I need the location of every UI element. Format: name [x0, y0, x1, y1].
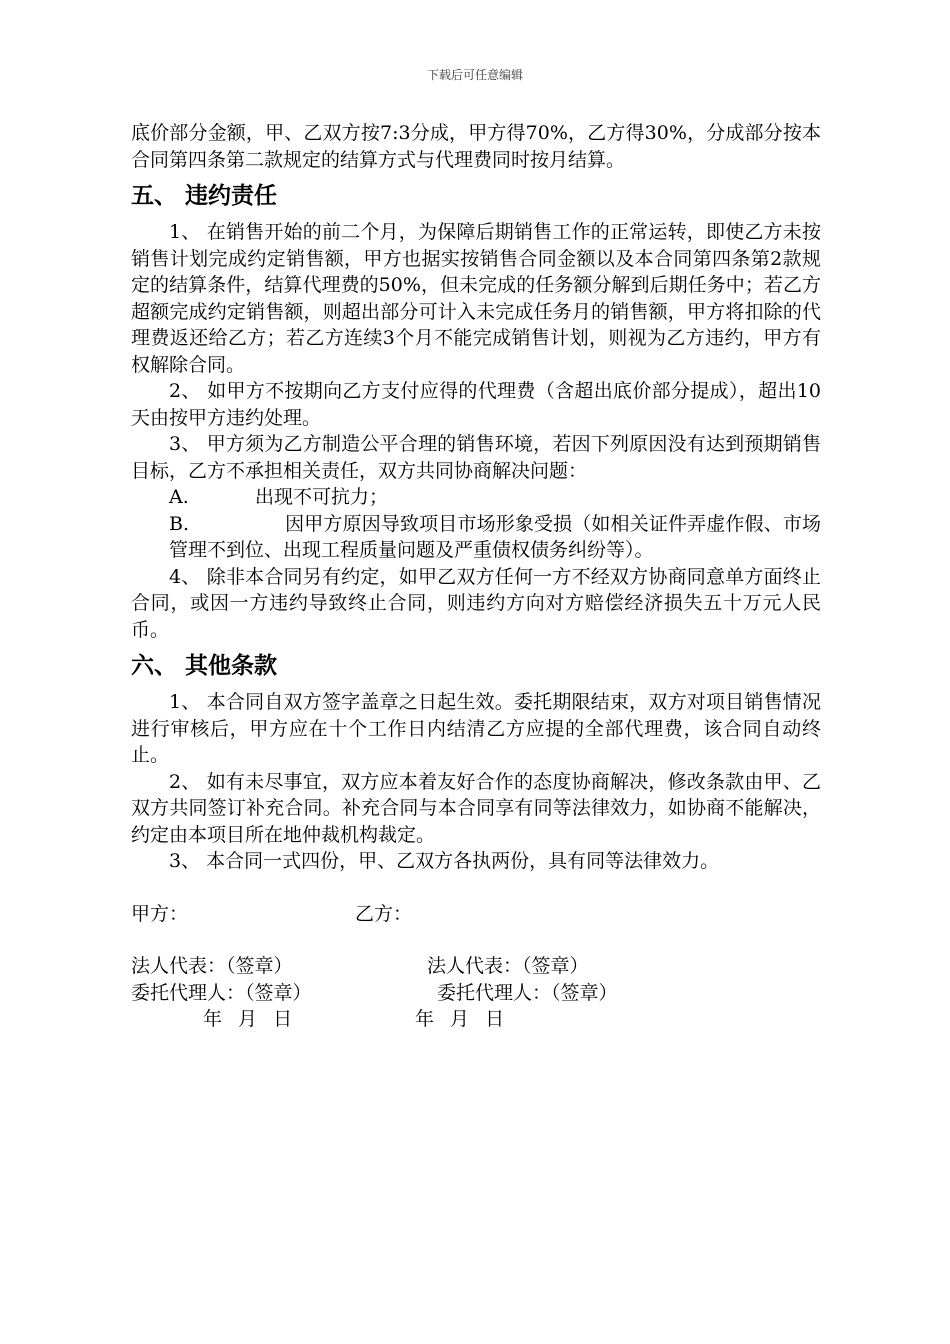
date-b: 年 月 日 [415, 1008, 505, 1030]
page-header: 下载后可任意编辑 [426, 68, 523, 82]
intro-paragraph: 底价部分金额，甲、乙双方按7:3分成，甲方得70%，乙方得30%，分成部分按本合同第四条第二款规定的结算方式与代理费同时按月结算。 [131, 122, 821, 171]
legal-rep-row [131, 953, 821, 980]
section-5-item-1: 1、 在销售开始的前二个月，为保障后期销售工作的正常运转，即使乙方未按销售计划完成约定销售额，甲方也据实按销售合同金额以及本合同第四条第2款规定的结算条件，结算代理费的50%，但未完成的任务额分解到后期任务中；若乙方超额完成约定销售额，则超出部分可计入未完成任务月的销售额，甲方将扣除的代理费返还给乙方；若乙方连续3个月不能完成销售计划，则视为乙方违约，甲方有权解除合同。 [131, 221, 821, 376]
sub-b-label: B. [169, 512, 190, 535]
section-5-item-4: 4、 除非本合同另有约定，如甲乙双方任何一方不经双方协商同意单方面终止合同，或因一方违约导致终止合同，则违约方向对方赔偿经济损失五十万元人民币。 [131, 565, 821, 641]
agent-row [131, 980, 821, 1007]
section-6-item-3: 3、 本合同一式四份，甲、乙双方各执两份，具有同等法律效力。 [169, 850, 720, 872]
section-5-sub-a [131, 484, 821, 511]
sub-b-text: 因甲方原因导致项目市场形象受损（如相关证件弄虚作假、市场管理不到位、出现工程质量问题及严重债权债务纠纷等）。 [169, 512, 821, 561]
section-6-title: 六、 其他条款 [131, 653, 278, 679]
sub-a-label: A. [169, 486, 189, 508]
party-b-label: 乙方： [355, 902, 413, 925]
party-row [131, 901, 821, 928]
party-a-label: 甲方： [131, 902, 189, 925]
date-row [131, 1006, 821, 1033]
agent-b: 委托代理人：（签章） [437, 981, 618, 1004]
legal-rep-a: 法人代表：（签章） [131, 955, 293, 977]
section-5-sub-b [131, 511, 821, 564]
agent-a: 委托代理人：（签章） [131, 981, 312, 1004]
section-6-item-2: 2、 如有未尽事宜，双方应本着友好合作的态度协商解决，修改条款由甲、乙双方共同签订补充合同。补充合同与本合同享有同等法律效力，如协商不能解决，约定由本项目所在地仲裁机构裁定。 [131, 770, 821, 846]
legal-rep-b: 法人代表：（签章） [427, 955, 589, 977]
date-a: 年 月 日 [203, 1008, 293, 1030]
section-5-title: 五、 违约责任 [131, 183, 278, 209]
section-5-item-3: 3、 甲方须为乙方制造公平合理的销售环境，若因下列原因没有达到预期销售目标，乙方不承担相关责任，双方共同协商解决问题： [131, 433, 821, 482]
sub-a-text: 出现不可抗力； [255, 486, 389, 508]
signature-block [131, 901, 821, 1033]
section-5-item-2: 2、 如甲方不按期向乙方支付应得的代理费（含超出底价部分提成），超出10天由按甲方违约处理。 [131, 380, 821, 429]
contract-body [131, 120, 821, 1033]
section-6-item-1: 1、 本合同自双方签字盖章之日起生效。委托期限结束，双方对项目销售情况进行审核后，甲方应在十个工作日内结清乙方应提的全部代理费，该合同自动终止。 [131, 691, 821, 766]
